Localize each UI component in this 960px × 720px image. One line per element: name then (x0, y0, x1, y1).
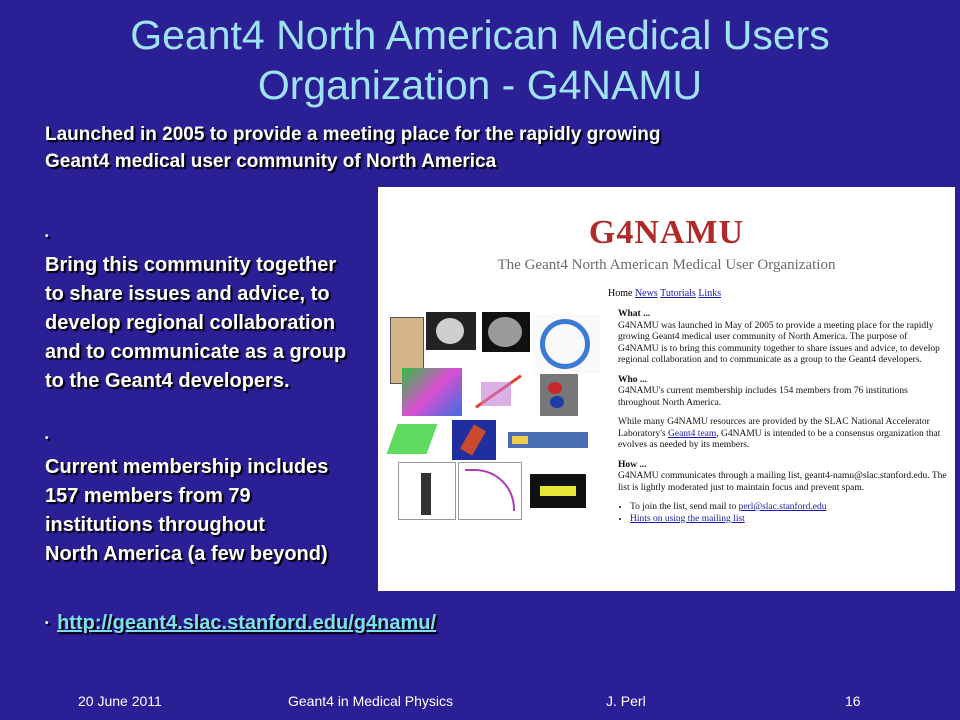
bullet-line: to share issues and advice, to (45, 283, 330, 305)
detector-ring-image (532, 314, 600, 374)
who-heading: Who ... (618, 374, 648, 385)
simulation-image-collage (390, 312, 605, 522)
list-item: • To join the list, send mail to perl@slac.stanford.edu (630, 502, 948, 514)
how-heading: How ... (618, 459, 647, 470)
nav-tutorials-link[interactable]: Tutorials (660, 288, 696, 299)
bullet-membership (45, 424, 385, 569)
intro-line-1: Launched in 2005 to provide a meeting place for the rapidly growing (45, 124, 661, 145)
website-content (618, 309, 948, 525)
slac-text-end: , G4NAMU is intended to be a consensus organization that evolves as needed by its members. (618, 428, 941, 450)
histogram-plot-image (398, 462, 456, 520)
nav-links-link[interactable]: Links (698, 288, 722, 299)
slide-title (0, 10, 960, 110)
bullet-line: institutions throughout (45, 514, 265, 536)
how-text: G4NAMU communicates through a mailing list, geant4-namu@slac.stanford.edu. The list is lightly moderated just to maintain focus and prevent spam. (618, 471, 947, 493)
bullet-marker: • (45, 618, 49, 630)
slac-text: While many G4NAMU resources are provided by the SLAC National Accelerator Laboratory's (618, 417, 930, 439)
bullet-line: • Current membership includes (45, 424, 385, 482)
beamline-image (508, 432, 588, 448)
bullet-community (45, 222, 385, 396)
list-item (630, 514, 948, 526)
url-bullet (45, 612, 436, 635)
bullet-marker: • (45, 433, 49, 444)
footer-page-number: 16 (845, 693, 861, 709)
geant4-team-link[interactable]: Geant4 team (668, 428, 717, 439)
curve-plot-image (458, 462, 522, 520)
footer-date: 20 June 2011 (78, 693, 162, 709)
nav-home: Home (608, 288, 633, 299)
dose-map-image (402, 368, 462, 416)
bullet-line: develop regional collaboration (45, 312, 336, 334)
website-nav (608, 288, 721, 299)
footer-author: J. Perl (606, 693, 646, 709)
detector-image (530, 474, 586, 508)
intro-text (45, 121, 805, 175)
website-logo: G4NAMU (588, 214, 745, 251)
bullet-line: • Bring this community together (45, 222, 385, 280)
slide-title-line-1: Geant4 North American Medical Users (130, 12, 830, 58)
bullet-line: 157 members from 79 (45, 485, 251, 507)
email-link[interactable]: perl@slac.stanford.edu (738, 502, 827, 512)
website-screenshot (378, 187, 955, 591)
what-text: G4NAMU was launched in May of 2005 to provide a meeting place for the rapidly growing Geant4 medical user community of North America. The purpose of G4NAMU is to bring this community together to share issues and advice, to develop regional collaboration and to communicate as a group to the Geant4 developers. (618, 320, 940, 365)
slide-title-line-2: Organization - G4NAMU (257, 62, 703, 108)
footer-event: Geant4 in Medical Physics (288, 693, 453, 709)
beam-tracks-image (466, 362, 528, 422)
green-block-image (387, 424, 438, 454)
website-subtitle: The Geant4 North American Medical User Organization (497, 257, 836, 273)
blue-volume-image (452, 420, 496, 460)
bullet-line: to the Geant4 developers. (45, 370, 290, 392)
nav-news-link[interactable]: News (634, 288, 658, 299)
phantom-image (540, 374, 578, 416)
join-list (618, 502, 948, 525)
g4namu-url-link[interactable]: http://geant4.slac.stanford.edu/g4namu/ (57, 612, 437, 634)
ct-scan-image-2 (482, 312, 530, 352)
ct-scan-image (426, 312, 476, 350)
bullet-line: and to communicate as a group (45, 341, 347, 363)
intro-line-2: Geant4 medical user community of North America (45, 151, 497, 172)
hints-link[interactable]: Hints on using the mailing list (630, 513, 745, 524)
bullet-line: North America (a few beyond) (45, 543, 328, 565)
who-text: G4NAMU's current membership includes 154 members from 76 institutions throughout North America. (618, 386, 908, 408)
what-heading: What ... (618, 309, 651, 319)
bullet-marker: • (45, 231, 49, 242)
